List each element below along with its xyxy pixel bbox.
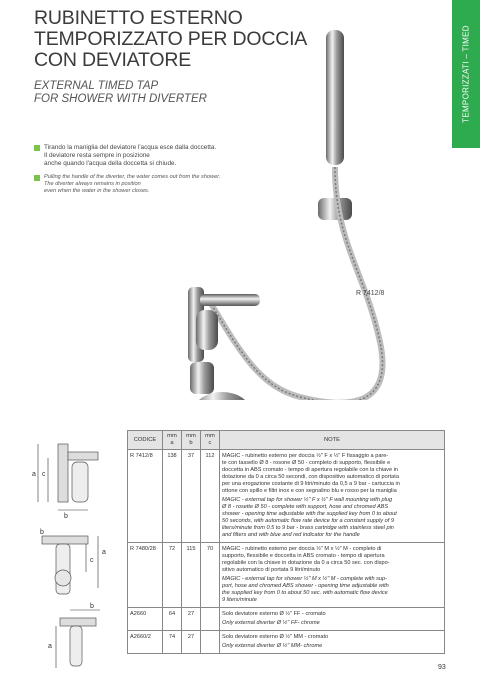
- subtitle-line-1: EXTERNAL TIMED TAP: [34, 80, 159, 92]
- col-header-c: mm c: [201, 431, 220, 450]
- note-en-line: MAGIC - external tap for shower ½" F x ½" F wall mounting with plug: [222, 497, 393, 503]
- note-it-line: regolabile con la chiave in dotazione da 0 a circa 50 sec. con dispo-: [222, 560, 390, 566]
- shower-hose: [210, 167, 383, 403]
- note-it-line: Solo deviatore esterno Ø ½" MM - cromato: [222, 634, 329, 640]
- title-line-1: RUBINETTO ESTERNO: [34, 7, 243, 29]
- cell-a: 72: [163, 543, 182, 608]
- cell-code: R 7480/28: [128, 543, 163, 608]
- cell-code: R 7412/8: [128, 450, 163, 543]
- note-en-line: the supplied key from 0 to about 50 sec. with automatic flow device: [222, 590, 388, 596]
- note-it-line: te con tassello Ø 8 - rosone Ø 50 - completo di supporto, flessibile e: [222, 460, 391, 466]
- title-line-2: TEMPORIZZATO PER DOCCIA: [34, 28, 308, 50]
- dim-label-c: c: [42, 471, 46, 478]
- note-en-line: Only external diverter Ø ½" FF- chrome: [222, 620, 320, 626]
- note-en-line: and filters and with blue and red indicator for the handle: [222, 532, 360, 538]
- table-row: [128, 450, 445, 543]
- cell-c: 70: [201, 543, 220, 608]
- product-photo: [150, 22, 450, 422]
- col-header-b: mm b: [182, 431, 201, 450]
- cell-c: [201, 608, 220, 631]
- diverter-arm: [200, 294, 260, 306]
- subtitle-line-2: FOR SHOWER WITH DIVERTER: [34, 93, 207, 105]
- note-it-line: doccetta in ABS cromato - tempo di apertura regolabile con la chiave in: [222, 467, 398, 473]
- diagram-a2660: [30, 600, 120, 675]
- note-it-line: Solo deviatore esterno Ø ½" FF - cromato: [222, 611, 326, 617]
- cell-code: A2660/2: [128, 631, 163, 654]
- cell-note: [220, 543, 445, 608]
- cell-b: 37: [182, 450, 201, 543]
- dim-label-c: c: [90, 557, 94, 564]
- col-header-code: CODICE: [128, 431, 163, 450]
- col-header-note: NOTE: [220, 431, 445, 450]
- note-it-line: MAGIC - rubinetto esterno per doccia ½" M x ½" M - completo di: [222, 546, 382, 552]
- specs-table: [127, 430, 445, 654]
- cell-b: 115: [182, 543, 201, 608]
- cell-a: 138: [163, 450, 182, 543]
- bullet-english: [34, 174, 274, 195]
- bullet-square-icon: [34, 145, 40, 151]
- bullet-it-line: Il deviatore resta sempre in posizione: [44, 152, 150, 159]
- cell-note: [220, 608, 445, 631]
- bullet-square-icon: [34, 175, 40, 181]
- cell-c: [201, 631, 220, 654]
- bullet-it-line: Tirando la maniglia del deviatore l'acqua esce dalla doccetta.: [44, 144, 217, 151]
- cell-note: [220, 450, 445, 543]
- note-it-line: dotazione da 0 a circa 50 secondi, con dispositivo automatico di portata: [222, 474, 399, 480]
- cell-b: 27: [182, 608, 201, 631]
- side-tab-label: TEMPORIZZATI – TIMED: [461, 25, 471, 123]
- cell-c: 112: [201, 450, 220, 543]
- note-en-line: 50 seconds, with automatic flow rate device for a constant supply of 9: [222, 518, 394, 524]
- table-row: [128, 543, 445, 608]
- product-reference-label: R 7412/8: [356, 290, 385, 297]
- dim-label-a: a: [32, 471, 36, 478]
- dim-label-a: a: [102, 549, 106, 556]
- col-header-a: mm a: [163, 431, 182, 450]
- note-it-line: MAGIC - rubinetto esterno per doccia ½" F x ½" F fissaggio a pare-: [222, 453, 389, 459]
- bullet-en-line: Pulling the handle of the diverter, the water comes out from the shower.: [44, 174, 221, 180]
- table-row: [128, 608, 445, 631]
- note-it-line: ottone con spillo e filtri inox e con segnalino blu e rosso per la maniglia: [222, 488, 397, 494]
- page-number: 93: [438, 664, 446, 671]
- diagram-r7412: [28, 432, 118, 518]
- note-en-line: 9 liters/minute: [222, 597, 257, 603]
- cell-a: 64: [163, 608, 182, 631]
- bullet-it-line: anche quando l'acqua della doccetta si chiude.: [44, 160, 177, 167]
- table-header-row: [128, 431, 445, 450]
- bullet-italian: [34, 144, 274, 168]
- dim-label-b: b: [90, 603, 94, 610]
- shower-handset: [326, 30, 344, 165]
- diverter-handle: [196, 310, 218, 350]
- note-en-line: port, hose and chromed ABS shower - opening time adjustable with: [222, 583, 389, 589]
- note-en-line: Only external diverter Ø ½" MM- chrome: [222, 643, 323, 649]
- dim-label-b: b: [64, 513, 68, 518]
- dim-label-b: b: [40, 529, 44, 536]
- cell-note: [220, 631, 445, 654]
- note-it-line: per una erogazione costante di 9 litri/minuto da 0,5 a 9 bar - cartuccia in: [222, 481, 400, 487]
- bullet-en-line: The diverter always remains in position: [44, 181, 141, 187]
- cell-code: A2660: [128, 608, 163, 631]
- dim-label-a: a: [48, 643, 52, 650]
- table-row: [128, 631, 445, 654]
- cell-a: 74: [163, 631, 182, 654]
- note-it-line: sitivo automatico di portata 9 litri/minuto: [222, 567, 321, 573]
- note-en-line: Ø 8 - rosette Ø 50 - complete with support, hose and chromed ABS: [222, 504, 389, 510]
- section-side-tab: [452, 0, 480, 148]
- diagram-r7480: [30, 528, 120, 598]
- note-en-line: shower - opening time adjustable with the supplied key from 0 to about: [222, 511, 397, 517]
- note-en-line: liters/minute from 0.5 to 9 bar - brass cartridge with stainless steel pin: [222, 525, 394, 531]
- note-it-line: supporto, flessibile e doccetta in ABS cromato - tempo di apertura: [222, 553, 385, 559]
- cell-b: 27: [182, 631, 201, 654]
- bullet-en-line: even when the water in the shower closes.: [44, 188, 150, 194]
- note-en-line: MAGIC - external tap for shower ½" M x ½" M - complete with sup-: [222, 576, 387, 582]
- title-line-3: CON DEVIATORE: [34, 49, 192, 71]
